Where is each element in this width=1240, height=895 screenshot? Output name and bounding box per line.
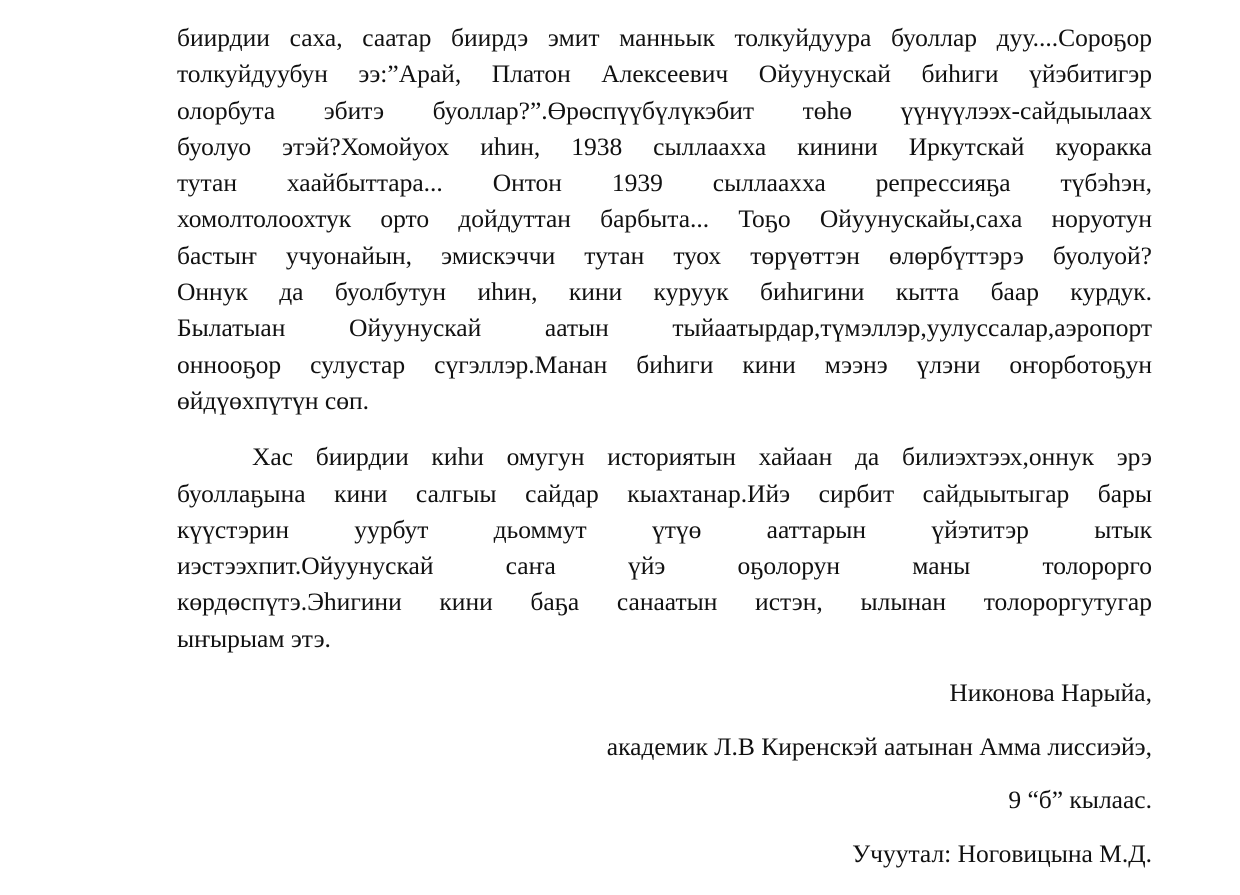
- text-line: өйдүөхпүтүн сөп.: [177, 385, 370, 415]
- text-line: хомолтолоохтук орто дойдуттан барбыта... Тоҕо Ойуунускайы,саха норуотун: [177, 204, 1152, 234]
- text-line: толкуйдуубун ээ:”Арай, Платон Алексеевич Ойуунускай биһиги үйэбитигэр: [177, 59, 1152, 89]
- text-line: буолуо этэй?Хомойуох иһин, 1938 сыллаахха кинини Иркутскай куоракка: [177, 131, 1152, 161]
- text-line: Оннук да буолбутун иһин, кини куруук биһигини кытта баар курдук.: [177, 277, 1152, 307]
- teacher-name: Учуутал: Ноговицына М.Д.: [852, 838, 1152, 868]
- text-line: буоллаҕына кини салгыы сайдар кыахтанар.Ийэ сирбит сайдыытыгар бары: [177, 478, 1152, 508]
- text-line: иэстээхпит.Ойуунускай саҥа үйэ оҕолорун маны толорорго: [177, 551, 1152, 581]
- class-name: 9 “б” кылаас.: [1008, 785, 1152, 815]
- author-name: Никонова Нарыйа,: [949, 678, 1152, 708]
- text-line: тутан хаайбыттара... Онтон 1939 сыллаахха репрессияҕа түбэһэн,: [177, 168, 1152, 198]
- text-line: күүстэрин уурбут дьоммут үтүө ааттарын үйэтитэр ытык: [177, 514, 1152, 544]
- text-line: бастыҥ учуонайын, эмискэччи тутан туох төрүөттэн өлөрбүттэрэ буолуой?: [177, 240, 1152, 270]
- paragraph-2: [177, 439, 1152, 657]
- document-page: [177, 20, 1152, 889]
- signature-block: [177, 675, 1152, 872]
- text-line: оннооҕор сулустар сүгэллэр.Манан биһиги кини мээнэ үлэни оҥорботоҕун: [177, 349, 1152, 379]
- text-line: ыҥырыам этэ.: [177, 623, 331, 653]
- text-line: көрдөспүтэ.Эһигини кини баҕа санаатын истэн, ылынан толороргутугар: [177, 587, 1152, 617]
- school-name: академик Л.В Киренскэй аатынан Амма лиссиэйэ,: [606, 731, 1152, 761]
- text-line: биирдии саха, саатар биирдэ эмит манньык толкуйдуура буоллар дуу....Сороҕор: [177, 23, 1152, 52]
- text-line: Хас биирдии киһи омугун историятын хайаан да билиэхтээх,оннук эрэ: [252, 442, 1152, 472]
- paragraph-1: [177, 20, 1152, 419]
- text-line: олорбута эбитэ буоллар?”.Өрөспүүбүлүкэбит төһө үүнүүлээх-сайдыылаах: [177, 95, 1152, 125]
- text-line: Былатыан Ойуунускай аатын тыйаатырдар,түмэллэр,уулуссалар,аэропорт: [177, 313, 1152, 343]
